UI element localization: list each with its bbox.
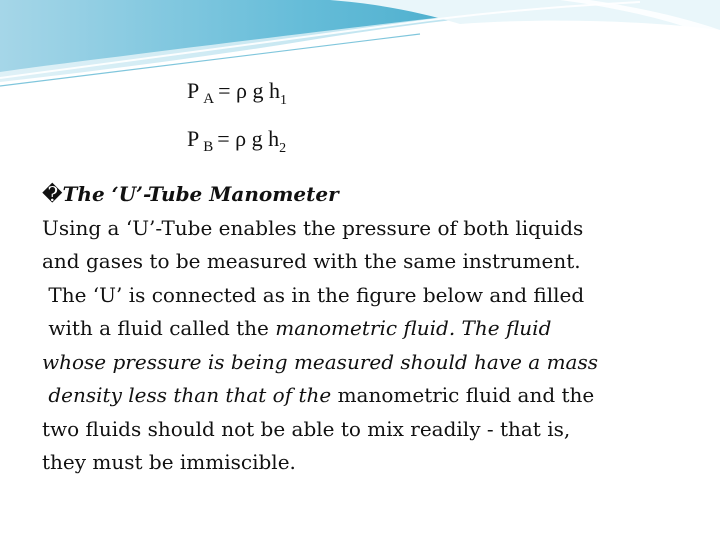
paragraph-line-7: two fluids should not be able to mix readily - that is,	[42, 416, 571, 441]
formula-pressure-a	[187, 78, 287, 108]
paragraph-line-5: whose pressure is being measured should have a mass	[42, 349, 598, 374]
formula-pressure-b	[187, 126, 287, 156]
paragraph-line-4	[42, 312, 692, 346]
paragraph-line-4-start: with a fluid called the	[42, 316, 276, 340]
formula-b-rhs: = ρ g h	[217, 126, 280, 151]
paragraph-line-6-italic: density less than that of the	[42, 383, 332, 407]
formula-b-index: 2	[279, 141, 287, 156]
paragraph-line-2: and gases to be measured with the same instrument.	[42, 249, 581, 273]
paragraph-line-8: they must be immiscible.	[42, 450, 296, 474]
section-heading	[42, 178, 692, 212]
header-wave-decoration	[0, 0, 720, 90]
paragraph-line-4-italic: manometric fluid. The fluid	[275, 316, 552, 340]
paragraph-line-6	[42, 379, 692, 413]
paragraph-line-3: The ‘U’ is connected as in the figure below and filled	[42, 282, 585, 307]
bullet-glyph: �	[42, 182, 63, 206]
formula-a-subscript: A	[203, 91, 215, 107]
formula-b-symbol: P	[187, 126, 200, 151]
formula-a-rhs: = ρ g h	[218, 78, 280, 103]
slide-body-text	[42, 178, 692, 480]
paragraph-line-6-end: manometric fluid and the	[331, 383, 595, 407]
heading-text: The ‘U’-Tube Manometer	[62, 182, 339, 206]
paragraph-line-1: Using a ‘U’-Tube enables the pressure of both liquids	[42, 215, 584, 240]
formula-a-index: 1	[279, 93, 287, 108]
formula-b-subscript: B	[203, 139, 214, 155]
formula-a-symbol: P	[187, 78, 200, 103]
